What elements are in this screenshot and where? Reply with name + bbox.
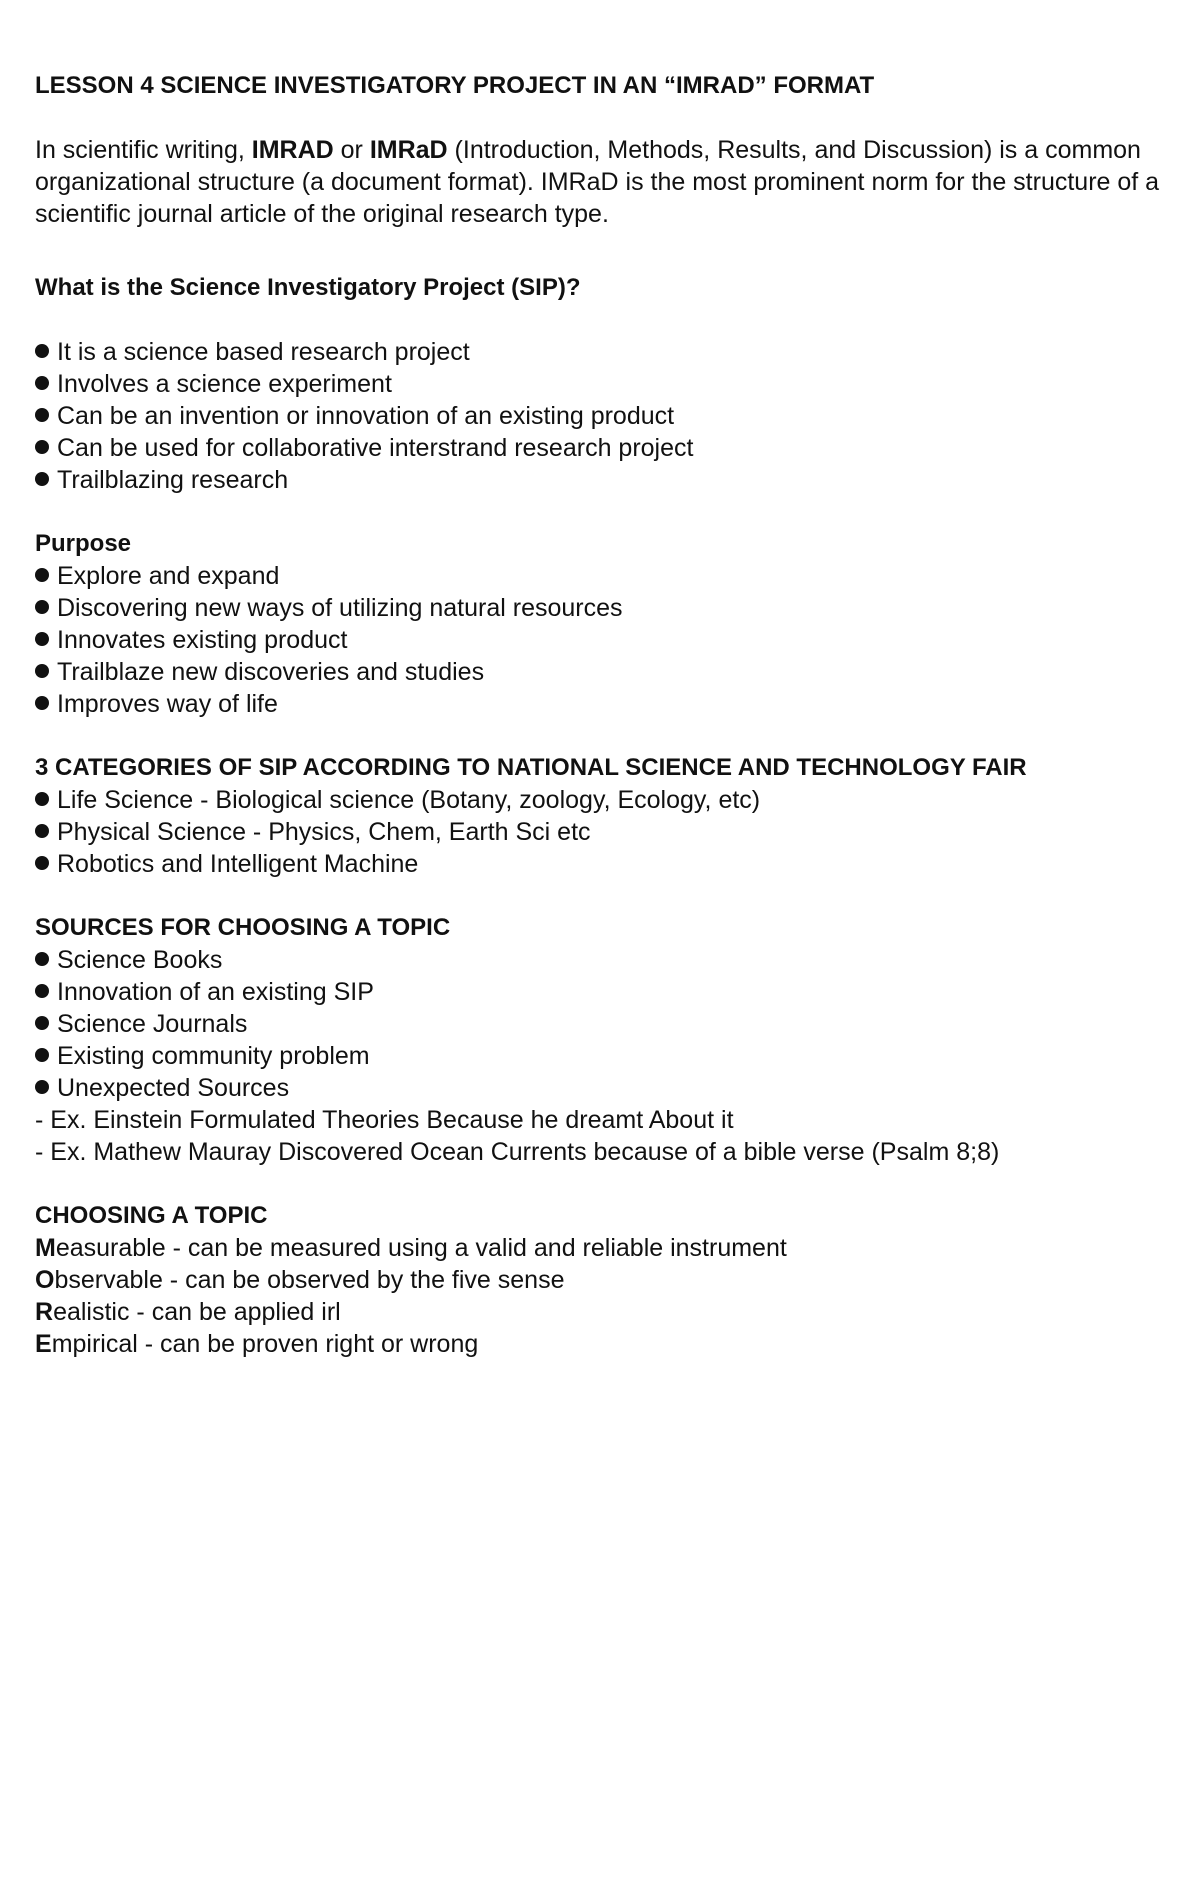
bullet-icon — [35, 696, 49, 710]
list-item-text: Trailblaze new discoveries and studies — [57, 658, 485, 686]
acronym-text: bservable - can be observed by the five sense — [54, 1266, 565, 1294]
list-item — [35, 976, 1165, 1008]
sources-list — [35, 944, 1165, 1104]
list-item-text: Life Science - Biological science (Botany, zoology, Ecology, etc) — [57, 786, 761, 814]
list-item-text: Explore and expand — [57, 562, 280, 590]
list-item-text: Science Journals — [57, 1010, 248, 1038]
intro-term-imrad: IMRAD — [251, 136, 334, 164]
intro-post: (Introduction, Methods, Results, and Discussion) is a common organizational structure (a document format). IMRaD is the most prominent norm for the structure of a scientific journal article of the original research type. — [35, 136, 1160, 228]
acronym-letter: M — [35, 1234, 56, 1262]
acronym-text: ealistic - can be applied irl — [53, 1298, 341, 1326]
bullet-icon — [35, 344, 49, 358]
list-item-text: Involves a science experiment — [57, 370, 392, 398]
sip-section — [35, 272, 1165, 496]
list-item — [35, 592, 1165, 624]
page-title: LESSON 4 SCIENCE INVESTIGATORY PROJECT IN AN “IMRAD” FORMAT — [35, 72, 875, 99]
list-item-text: Improves way of life — [57, 690, 278, 718]
intro-mid: or — [333, 136, 370, 164]
document-page — [35, 70, 1165, 1392]
list-item-text: Innovates existing product — [57, 626, 348, 654]
bullet-icon — [35, 664, 49, 678]
purpose-section — [35, 528, 1165, 720]
choosing-section — [35, 1200, 1165, 1360]
list-item — [35, 1008, 1165, 1040]
acronym-line — [35, 1296, 1165, 1328]
sip-list — [35, 336, 1165, 496]
acronym-text: mpirical - can be proven right or wrong — [51, 1330, 479, 1358]
categories-section — [35, 752, 1165, 880]
example-line: - Ex. Einstein Formulated Theories Because he dreamt About it — [35, 1106, 734, 1134]
list-item — [35, 848, 1165, 880]
bullet-icon — [35, 792, 49, 806]
bullet-icon — [35, 952, 49, 966]
list-item-text: Robotics and Intelligent Machine — [57, 850, 419, 878]
list-item-text: Trailblazing research — [57, 466, 289, 494]
bullet-icon — [35, 440, 49, 454]
list-item-text: Can be an invention or innovation of an existing product — [57, 402, 675, 430]
list-item — [35, 624, 1165, 656]
list-item-text: Can be used for collaborative interstrand research project — [57, 434, 694, 462]
bullet-icon — [35, 984, 49, 998]
purpose-list — [35, 560, 1165, 720]
bullet-icon — [35, 1048, 49, 1062]
choosing-heading: CHOOSING A TOPIC — [35, 1202, 268, 1229]
list-item — [35, 944, 1165, 976]
list-item — [35, 336, 1165, 368]
bullet-icon — [35, 600, 49, 614]
list-item-text: It is a science based research project — [57, 338, 470, 366]
sources-heading: SOURCES FOR CHOOSING A TOPIC — [35, 914, 451, 941]
intro-pre: In scientific writing, — [35, 136, 252, 164]
acronym-letter: E — [35, 1330, 52, 1358]
list-item-text: Existing community problem — [57, 1042, 370, 1070]
list-item-text: Innovation of an existing SIP — [57, 978, 374, 1006]
acronym-line — [35, 1264, 1165, 1296]
list-item-text: Science Books — [57, 946, 223, 974]
acronym-text: easurable - can be measured using a valid and reliable instrument — [55, 1234, 787, 1262]
bullet-icon — [35, 408, 49, 422]
bullet-icon — [35, 472, 49, 486]
acronym-line — [35, 1232, 1165, 1264]
sip-heading: What is the Science Investigatory Project (SIP)? — [35, 274, 581, 301]
list-item — [35, 432, 1165, 464]
bullet-icon — [35, 632, 49, 646]
bullet-icon — [35, 856, 49, 870]
list-item — [35, 400, 1165, 432]
list-item-text: Discovering new ways of utilizing natural resources — [57, 594, 623, 622]
list-item-text: Unexpected Sources — [57, 1074, 290, 1102]
acronym-letter: O — [35, 1266, 55, 1294]
sources-section — [35, 912, 1165, 1168]
bullet-icon — [35, 1016, 49, 1030]
bullet-icon — [35, 1080, 49, 1094]
intro-paragraph — [35, 134, 1165, 230]
list-item — [35, 560, 1165, 592]
bullet-icon — [35, 568, 49, 582]
intro-term-imrad-alt: IMRaD — [369, 136, 448, 164]
list-item — [35, 688, 1165, 720]
list-item — [35, 464, 1165, 496]
purpose-heading: Purpose — [35, 530, 132, 557]
list-item-text: Physical Science - Physics, Chem, Earth Sci etc — [57, 818, 591, 846]
list-item — [35, 1072, 1165, 1104]
acronym-letter: R — [35, 1298, 54, 1326]
example-line: - Ex. Mathew Mauray Discovered Ocean Currents because of a bible verse (Psalm 8;8) — [35, 1138, 1000, 1166]
list-item — [35, 1040, 1165, 1072]
list-item — [35, 656, 1165, 688]
acronym-line — [35, 1328, 1165, 1360]
categories-heading: 3 CATEGORIES OF SIP ACCORDING TO NATIONAL SCIENCE AND TECHNOLOGY FAIR — [35, 754, 1027, 781]
bullet-icon — [35, 824, 49, 838]
categories-list — [35, 784, 1165, 880]
list-item — [35, 784, 1165, 816]
bullet-icon — [35, 376, 49, 390]
list-item — [35, 816, 1165, 848]
list-item — [35, 368, 1165, 400]
